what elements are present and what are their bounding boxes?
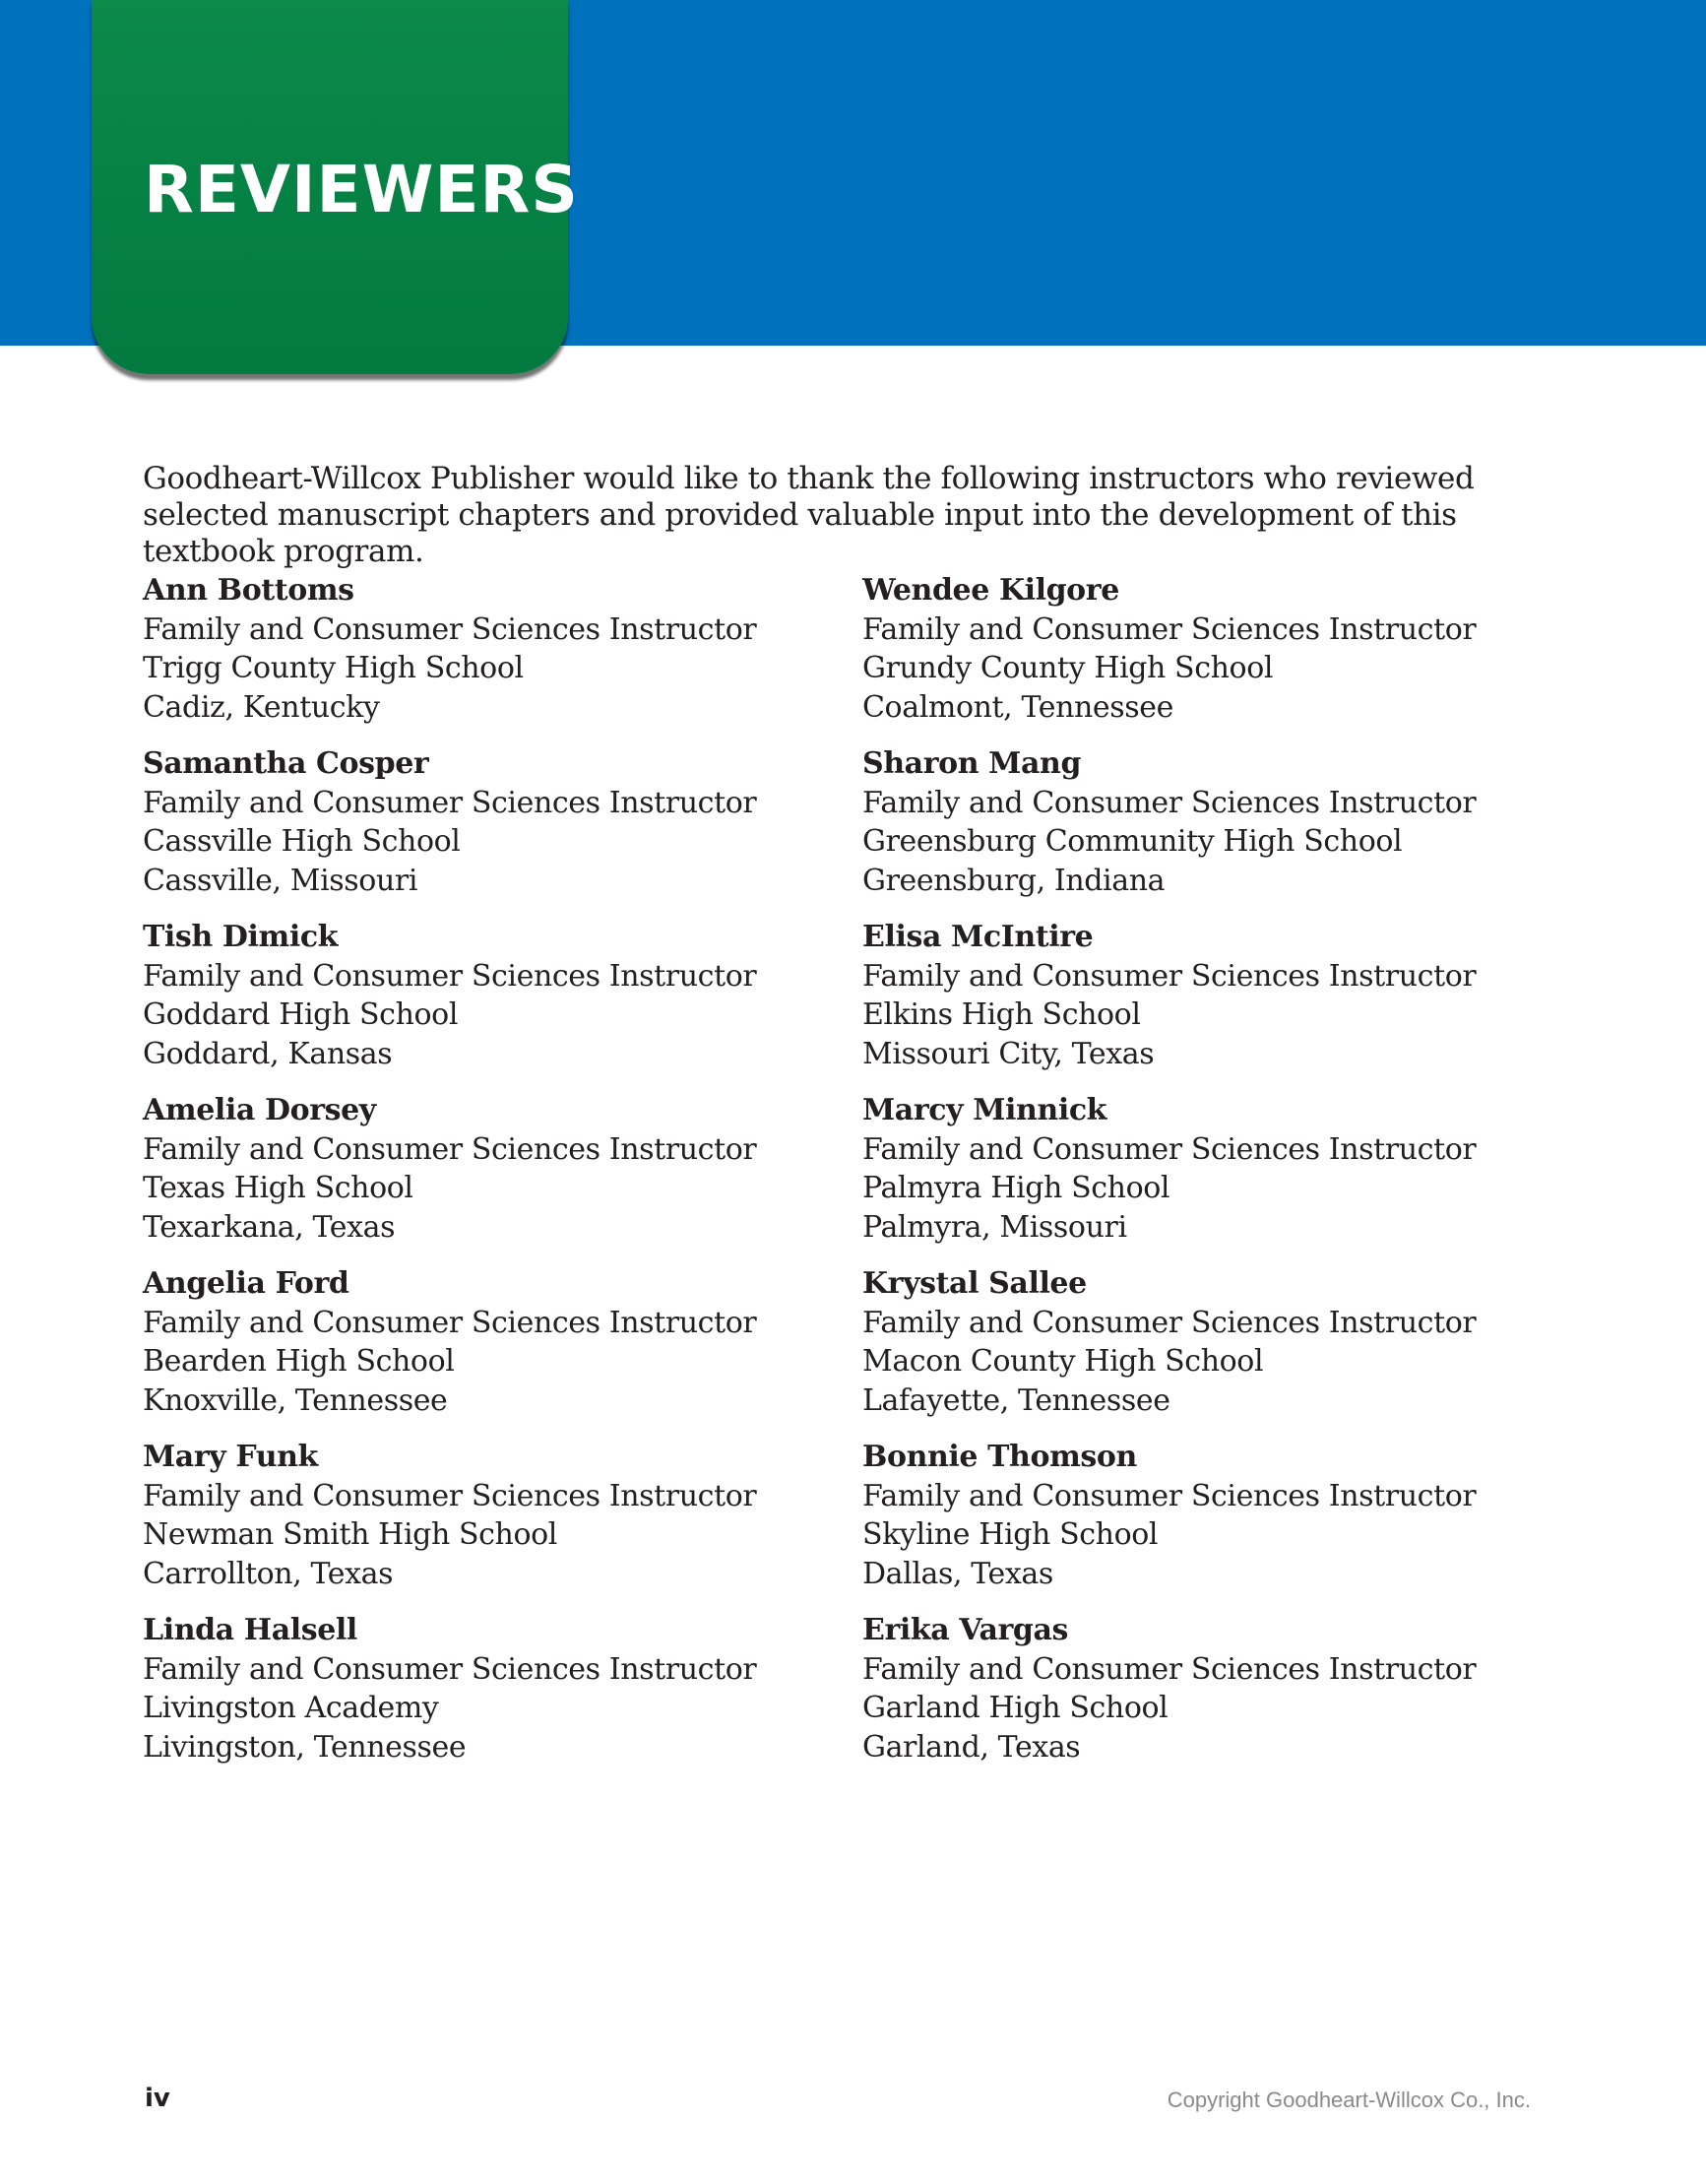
reviewer-entry	[143, 1091, 832, 1264]
reviewer-title: Family and Consumer Sciences Instructor	[862, 785, 1477, 820]
reviewer-school: Bearden High School	[143, 1344, 455, 1380]
reviewer-school: Trigg County High School	[143, 651, 524, 686]
reviewer-location: Texarkana, Texas	[143, 1209, 396, 1245]
reviewer-location: Greensburg, Indiana	[862, 863, 1166, 898]
reviewer-school: Grundy County High School	[862, 651, 1274, 686]
reviewer-school: Garland High School	[862, 1691, 1169, 1726]
reviewer-entry	[143, 571, 832, 744]
reviewer-title: Family and Consumer Sciences Instructor	[143, 1478, 757, 1513]
reviewer-name: Mary Funk	[143, 1440, 318, 1474]
reviewer-name: Bonnie Thomson	[862, 1440, 1137, 1474]
reviewer-title: Family and Consumer Sciences Instructor	[143, 958, 757, 994]
reviewer-name: Samantha Cosper	[143, 746, 429, 781]
intro-paragraph: Goodheart-Willcox Publisher would like to thank the following instructors who reviewed selected manuscript chapters and provided valuable input into the development of this textbook program.	[143, 461, 1475, 569]
reviewer-entry	[862, 1264, 1551, 1438]
reviewer-title: Family and Consumer Sciences Instructor	[143, 1305, 757, 1340]
reviewer-location: Missouri City, Texas	[862, 1036, 1155, 1071]
reviewer-entry	[143, 918, 832, 1091]
reviewer-location: Carrollton, Texas	[143, 1556, 394, 1591]
reviewer-school: Palmyra High School	[862, 1171, 1170, 1206]
reviewer-school: Newman Smith High School	[143, 1517, 557, 1553]
reviewer-title: Family and Consumer Sciences Instructor	[862, 958, 1477, 994]
reviewer-name: Krystal Sallee	[862, 1266, 1087, 1301]
reviewer-school: Greensburg Community High School	[862, 824, 1403, 860]
reviewer-title: Family and Consumer Sciences Instructor	[862, 1478, 1477, 1513]
reviewer-school: Texas High School	[143, 1171, 413, 1206]
reviewer-entry	[862, 744, 1551, 918]
reviewer-entry	[862, 571, 1551, 744]
reviewer-title: Family and Consumer Sciences Instructor	[143, 1131, 757, 1167]
reviewer-school: Cassville High School	[143, 824, 461, 860]
reviewer-entry	[143, 1438, 832, 1611]
reviewer-school: Macon County High School	[862, 1344, 1264, 1380]
reviewer-school: Goddard High School	[143, 997, 459, 1033]
reviewer-school: Livingston Academy	[143, 1691, 439, 1726]
reviewer-location: Cadiz, Kentucky	[143, 689, 380, 725]
reviewer-name: Marcy Minnick	[862, 1093, 1107, 1127]
reviewer-title: Family and Consumer Sciences Instructor	[143, 611, 757, 647]
reviewer-name: Amelia Dorsey	[143, 1093, 376, 1127]
reviewer-name: Erika Vargas	[862, 1613, 1069, 1647]
reviewer-location: Palmyra, Missouri	[862, 1209, 1127, 1245]
reviewer-entry	[862, 1091, 1551, 1264]
reviewer-entry	[862, 1611, 1551, 1784]
reviewer-name: Elisa McIntire	[862, 920, 1094, 954]
reviewer-entry	[143, 1264, 832, 1438]
reviewer-entry	[143, 1611, 832, 1784]
reviewer-name: Tish Dimick	[143, 920, 339, 954]
reviewer-location: Coalmont, Tennessee	[862, 689, 1173, 725]
copyright-notice: Copyright Goodheart-Willcox Co., Inc.	[1167, 2088, 1531, 2112]
reviewer-location: Goddard, Kansas	[143, 1036, 393, 1071]
reviewer-title: Family and Consumer Sciences Instructor	[862, 1651, 1477, 1687]
reviewer-name: Angelia Ford	[143, 1266, 349, 1301]
reviewer-location: Knoxville, Tennessee	[143, 1382, 448, 1418]
reviewer-location: Dallas, Texas	[862, 1556, 1053, 1591]
reviewer-location: Cassville, Missouri	[143, 863, 418, 898]
reviewer-title: Family and Consumer Sciences Instructor	[862, 1131, 1477, 1167]
reviewer-name: Ann Bottoms	[143, 573, 354, 608]
reviewer-title: Family and Consumer Sciences Instructor	[143, 785, 757, 820]
reviewer-column-left	[143, 571, 832, 1784]
reviewer-name: Wendee Kilgore	[862, 573, 1119, 608]
reviewer-column-right	[862, 571, 1551, 1784]
reviewer-name: Linda Halsell	[143, 1613, 357, 1647]
reviewer-entry	[862, 1438, 1551, 1611]
reviewer-entry	[862, 918, 1551, 1091]
reviewer-school: Skyline High School	[862, 1517, 1159, 1553]
reviewer-school: Elkins High School	[862, 997, 1141, 1033]
page-title: REVIEWERS	[144, 152, 579, 227]
reviewer-title: Family and Consumer Sciences Instructor	[862, 611, 1477, 647]
page-number: iv	[145, 2084, 170, 2113]
reviewer-location: Garland, Texas	[862, 1729, 1081, 1765]
reviewer-location: Lafayette, Tennessee	[862, 1382, 1170, 1418]
reviewer-name: Sharon Mang	[862, 746, 1082, 781]
reviewer-title: Family and Consumer Sciences Instructor	[862, 1305, 1477, 1340]
reviewer-title: Family and Consumer Sciences Instructor	[143, 1651, 757, 1687]
reviewer-entry	[143, 744, 832, 918]
reviewer-location: Livingston, Tennessee	[143, 1729, 467, 1765]
